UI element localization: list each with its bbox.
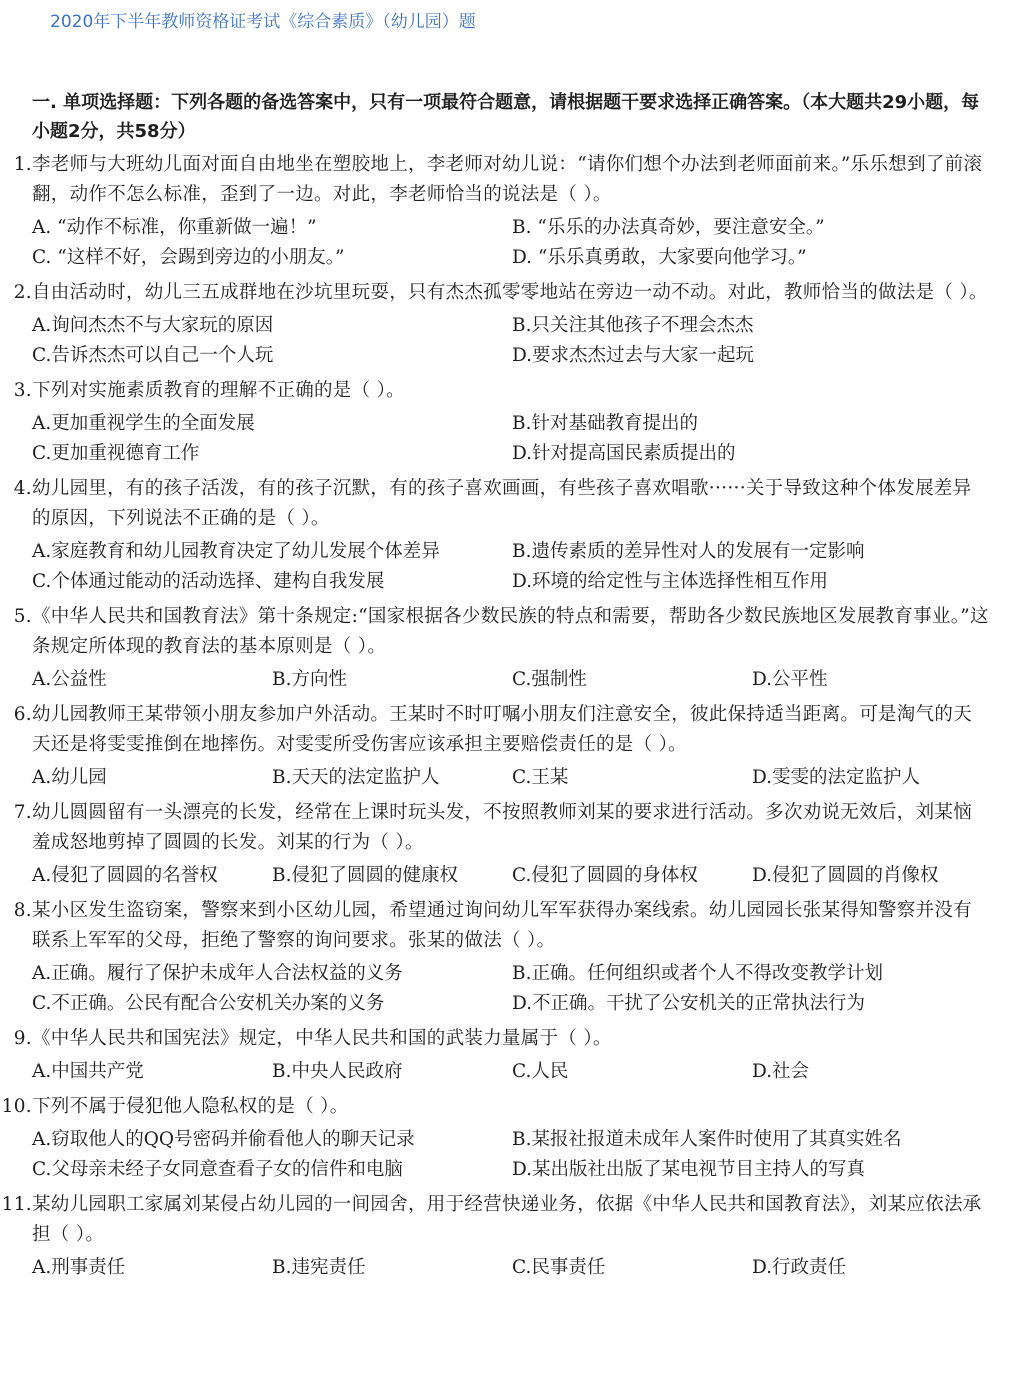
- question-list: [0, 150, 1016, 1288]
- question-number: 4.: [13, 478, 32, 499]
- option-c[interactable]: C.告诉杰杰可以自己一个人玩: [32, 345, 274, 366]
- option-d[interactable]: D.针对提高国民素质提出的: [512, 443, 736, 464]
- option-b[interactable]: B.只关注其他孩子不理会杰杰: [512, 315, 754, 336]
- option-a[interactable]: A.家庭教育和幼儿园教育决定了幼儿发展个体差异: [32, 541, 440, 562]
- question-7: [0, 798, 1016, 891]
- option-b[interactable]: B.违宪责任: [272, 1257, 366, 1278]
- question-stem: 下列对实施素质教育的理解不正确的是（ ）。: [32, 380, 405, 401]
- option-list: [0, 861, 1016, 891]
- question-9: [0, 1024, 1016, 1087]
- option-b[interactable]: B. “乐乐的办法真奇妙，要注意安全。”: [512, 217, 825, 238]
- question-number: 11.: [1, 1194, 32, 1215]
- option-d[interactable]: D.行政责任: [752, 1257, 847, 1278]
- option-c[interactable]: C.父母亲未经子女同意查看子女的信件和电脑: [32, 1159, 403, 1180]
- question-number: 5.: [13, 606, 32, 627]
- option-list: [0, 1057, 1016, 1087]
- option-b[interactable]: B.针对基础教育提出的: [512, 413, 698, 434]
- option-a[interactable]: A.侵犯了圆圆的名誉权: [32, 865, 218, 886]
- option-d[interactable]: D.社会: [752, 1061, 810, 1082]
- section-heading: 一. 单项选择题：下列各题的备选答案中，只有一项最符合题意，请根据题干要求选择正确答案。（本大题共29小题，每小题2分，共58分）: [32, 92, 980, 142]
- question-stem: 下列不属于侵犯他人隐私权的是（ ）。: [32, 1096, 349, 1117]
- option-b[interactable]: B.天天的法定监护人: [272, 767, 440, 788]
- question-stem: 某小区发生盗窃案，警察来到小区幼儿园，希望通过询问幼儿军军获得办案线索。幼儿园园长张某得知警察并没有联系上军军的父母，拒绝了警察的询问要求。张某的做法（ ）。: [32, 900, 973, 951]
- question-number: 3.: [13, 380, 32, 401]
- question-number: 1.: [13, 154, 32, 175]
- option-b[interactable]: B.方向性: [272, 669, 347, 690]
- question-11: [0, 1190, 1016, 1283]
- question-5: [0, 602, 1016, 695]
- question-3: [0, 376, 1016, 469]
- option-c[interactable]: C.民事责任: [512, 1257, 606, 1278]
- option-d[interactable]: D.公平性: [752, 669, 828, 690]
- question-stem: 自由活动时，幼儿三五成群地在沙坑里玩耍，只有杰杰孤零零地站在旁边一动不动。对此，教师恰当的做法是（ ）。: [32, 282, 988, 303]
- option-a[interactable]: A.中国共产党: [32, 1061, 144, 1082]
- question-8: [0, 896, 1016, 1019]
- question-stem: 幼儿园里，有的孩子活泼，有的孩子沉默，有的孩子喜欢画画，有些孩子喜欢唱歌······关于导致这种个体发展差异的原因，下列说法不正确的是（ ）。: [32, 478, 972, 529]
- option-b[interactable]: B.正确。任何组织或者个人不得改变教学计划: [512, 963, 883, 984]
- option-a[interactable]: A.正确。履行了保护未成年人合法权益的义务: [32, 963, 403, 984]
- option-c[interactable]: C.人民: [512, 1061, 569, 1082]
- option-list: [0, 763, 1016, 793]
- option-c[interactable]: C.更加重视德育工作: [32, 443, 200, 464]
- question-number: 9.: [13, 1028, 32, 1049]
- option-list: [0, 213, 1016, 273]
- option-d[interactable]: D.要求杰杰过去与大家一起玩: [512, 345, 755, 366]
- option-list: [0, 959, 1016, 1019]
- question-number: 10.: [1, 1096, 32, 1117]
- option-c[interactable]: C.不正确。公民有配合公安机关办案的义务: [32, 993, 385, 1014]
- question-4: [0, 474, 1016, 597]
- option-list: [0, 409, 1016, 469]
- option-list: [0, 1125, 1016, 1185]
- question-1: [0, 150, 1016, 273]
- option-d[interactable]: D.某出版社出版了某电视节目主持人的写真: [512, 1159, 866, 1180]
- option-a[interactable]: A.幼儿园: [32, 767, 107, 788]
- option-c[interactable]: C.王某: [512, 767, 569, 788]
- option-d[interactable]: D.环境的给定性与主体选择性相互作用: [512, 571, 829, 592]
- option-d[interactable]: D. “乐乐真勇敢，大家要向他学习。”: [512, 247, 807, 268]
- option-c[interactable]: C.强制性: [512, 669, 587, 690]
- option-a[interactable]: A.刑事责任: [32, 1257, 126, 1278]
- question-2: [0, 278, 1016, 371]
- option-b[interactable]: B.遗传素质的差异性对人的发展有一定影响: [512, 541, 865, 562]
- option-a[interactable]: A.更加重视学生的全面发展: [32, 413, 255, 434]
- option-a[interactable]: A. “动作不标准，你重新做一遍！”: [32, 217, 317, 238]
- option-d[interactable]: D.雯雯的法定监护人: [752, 767, 921, 788]
- question-number: 8.: [13, 900, 32, 921]
- option-a[interactable]: A.公益性: [32, 669, 107, 690]
- page-title: 2020年下半年教师资格证考试《综合素质》（幼儿园）题: [50, 12, 476, 32]
- option-d[interactable]: D.侵犯了圆圆的肖像权: [752, 865, 939, 886]
- question-6: [0, 700, 1016, 793]
- option-b[interactable]: B.某报社报道未成年人案件时使用了其真实姓名: [512, 1129, 902, 1150]
- question-number: 2.: [13, 282, 32, 303]
- question-stem: 《中华人民共和国教育法》第十条规定:“国家根据各少数民族的特点和需要，帮助各少数民族地区发展教育事业。”这条规定所体现的教育法的基本原则是（ ）。: [32, 606, 989, 657]
- option-c[interactable]: C. “这样不好，会踢到旁边的小朋友。”: [32, 247, 345, 268]
- question-stem: 李老师与大班幼儿面对面自由地坐在塑胶地上，李老师对幼儿说：“请你们想个办法到老师面前来。”乐乐想到了前滚翻，动作不怎么标准，歪到了一边。对此，李老师恰当的说法是（ ）。: [32, 154, 983, 205]
- question-stem: 《中华人民共和国宪法》规定，中华人民共和国的武装力量属于（ ）。: [32, 1028, 612, 1049]
- option-d[interactable]: D.不正确。干扰了公安机关的正常执法行为: [512, 993, 866, 1014]
- option-a[interactable]: A.询问杰杰不与大家玩的原因: [32, 315, 274, 336]
- question-number: 6.: [13, 704, 32, 725]
- option-b[interactable]: B.侵犯了圆圆的健康权: [272, 865, 458, 886]
- option-list: [0, 1253, 1016, 1283]
- question-stem: 某幼儿园职工家属刘某侵占幼儿园的一间园舍，用于经营快递业务，依据《中华人民共和国教育法》，刘某应依法承担（ ）。: [32, 1194, 982, 1245]
- question-10: [0, 1092, 1016, 1185]
- question-stem: 幼儿圆圆留有一头漂亮的长发，经常在上课时玩头发，不按照教师刘某的要求进行活动。多次劝说无效后，刘某恼羞成怒地剪掉了圆圆的长发。刘某的行为（ ）。: [32, 802, 973, 853]
- question-number: 7.: [13, 802, 32, 823]
- option-c[interactable]: C.个体通过能动的活动选择、建构自我发展: [32, 571, 385, 592]
- option-a[interactable]: A.窃取他人的QQ号密码并偷看他人的聊天记录: [32, 1129, 415, 1150]
- option-b[interactable]: B.中央人民政府: [272, 1061, 403, 1082]
- question-stem: 幼儿园教师王某带领小朋友参加户外活动。王某时不时叮嘱小朋友们注意安全，彼此保持适当距离。可是淘气的天天还是将雯雯推倒在地摔伤。对雯雯所受伤害应该承担主要赔偿责任的是（ ）。: [32, 704, 973, 755]
- option-list: [0, 537, 1016, 597]
- option-list: [0, 311, 1016, 371]
- option-c[interactable]: C.侵犯了圆圆的身体权: [512, 865, 698, 886]
- option-list: [0, 665, 1016, 695]
